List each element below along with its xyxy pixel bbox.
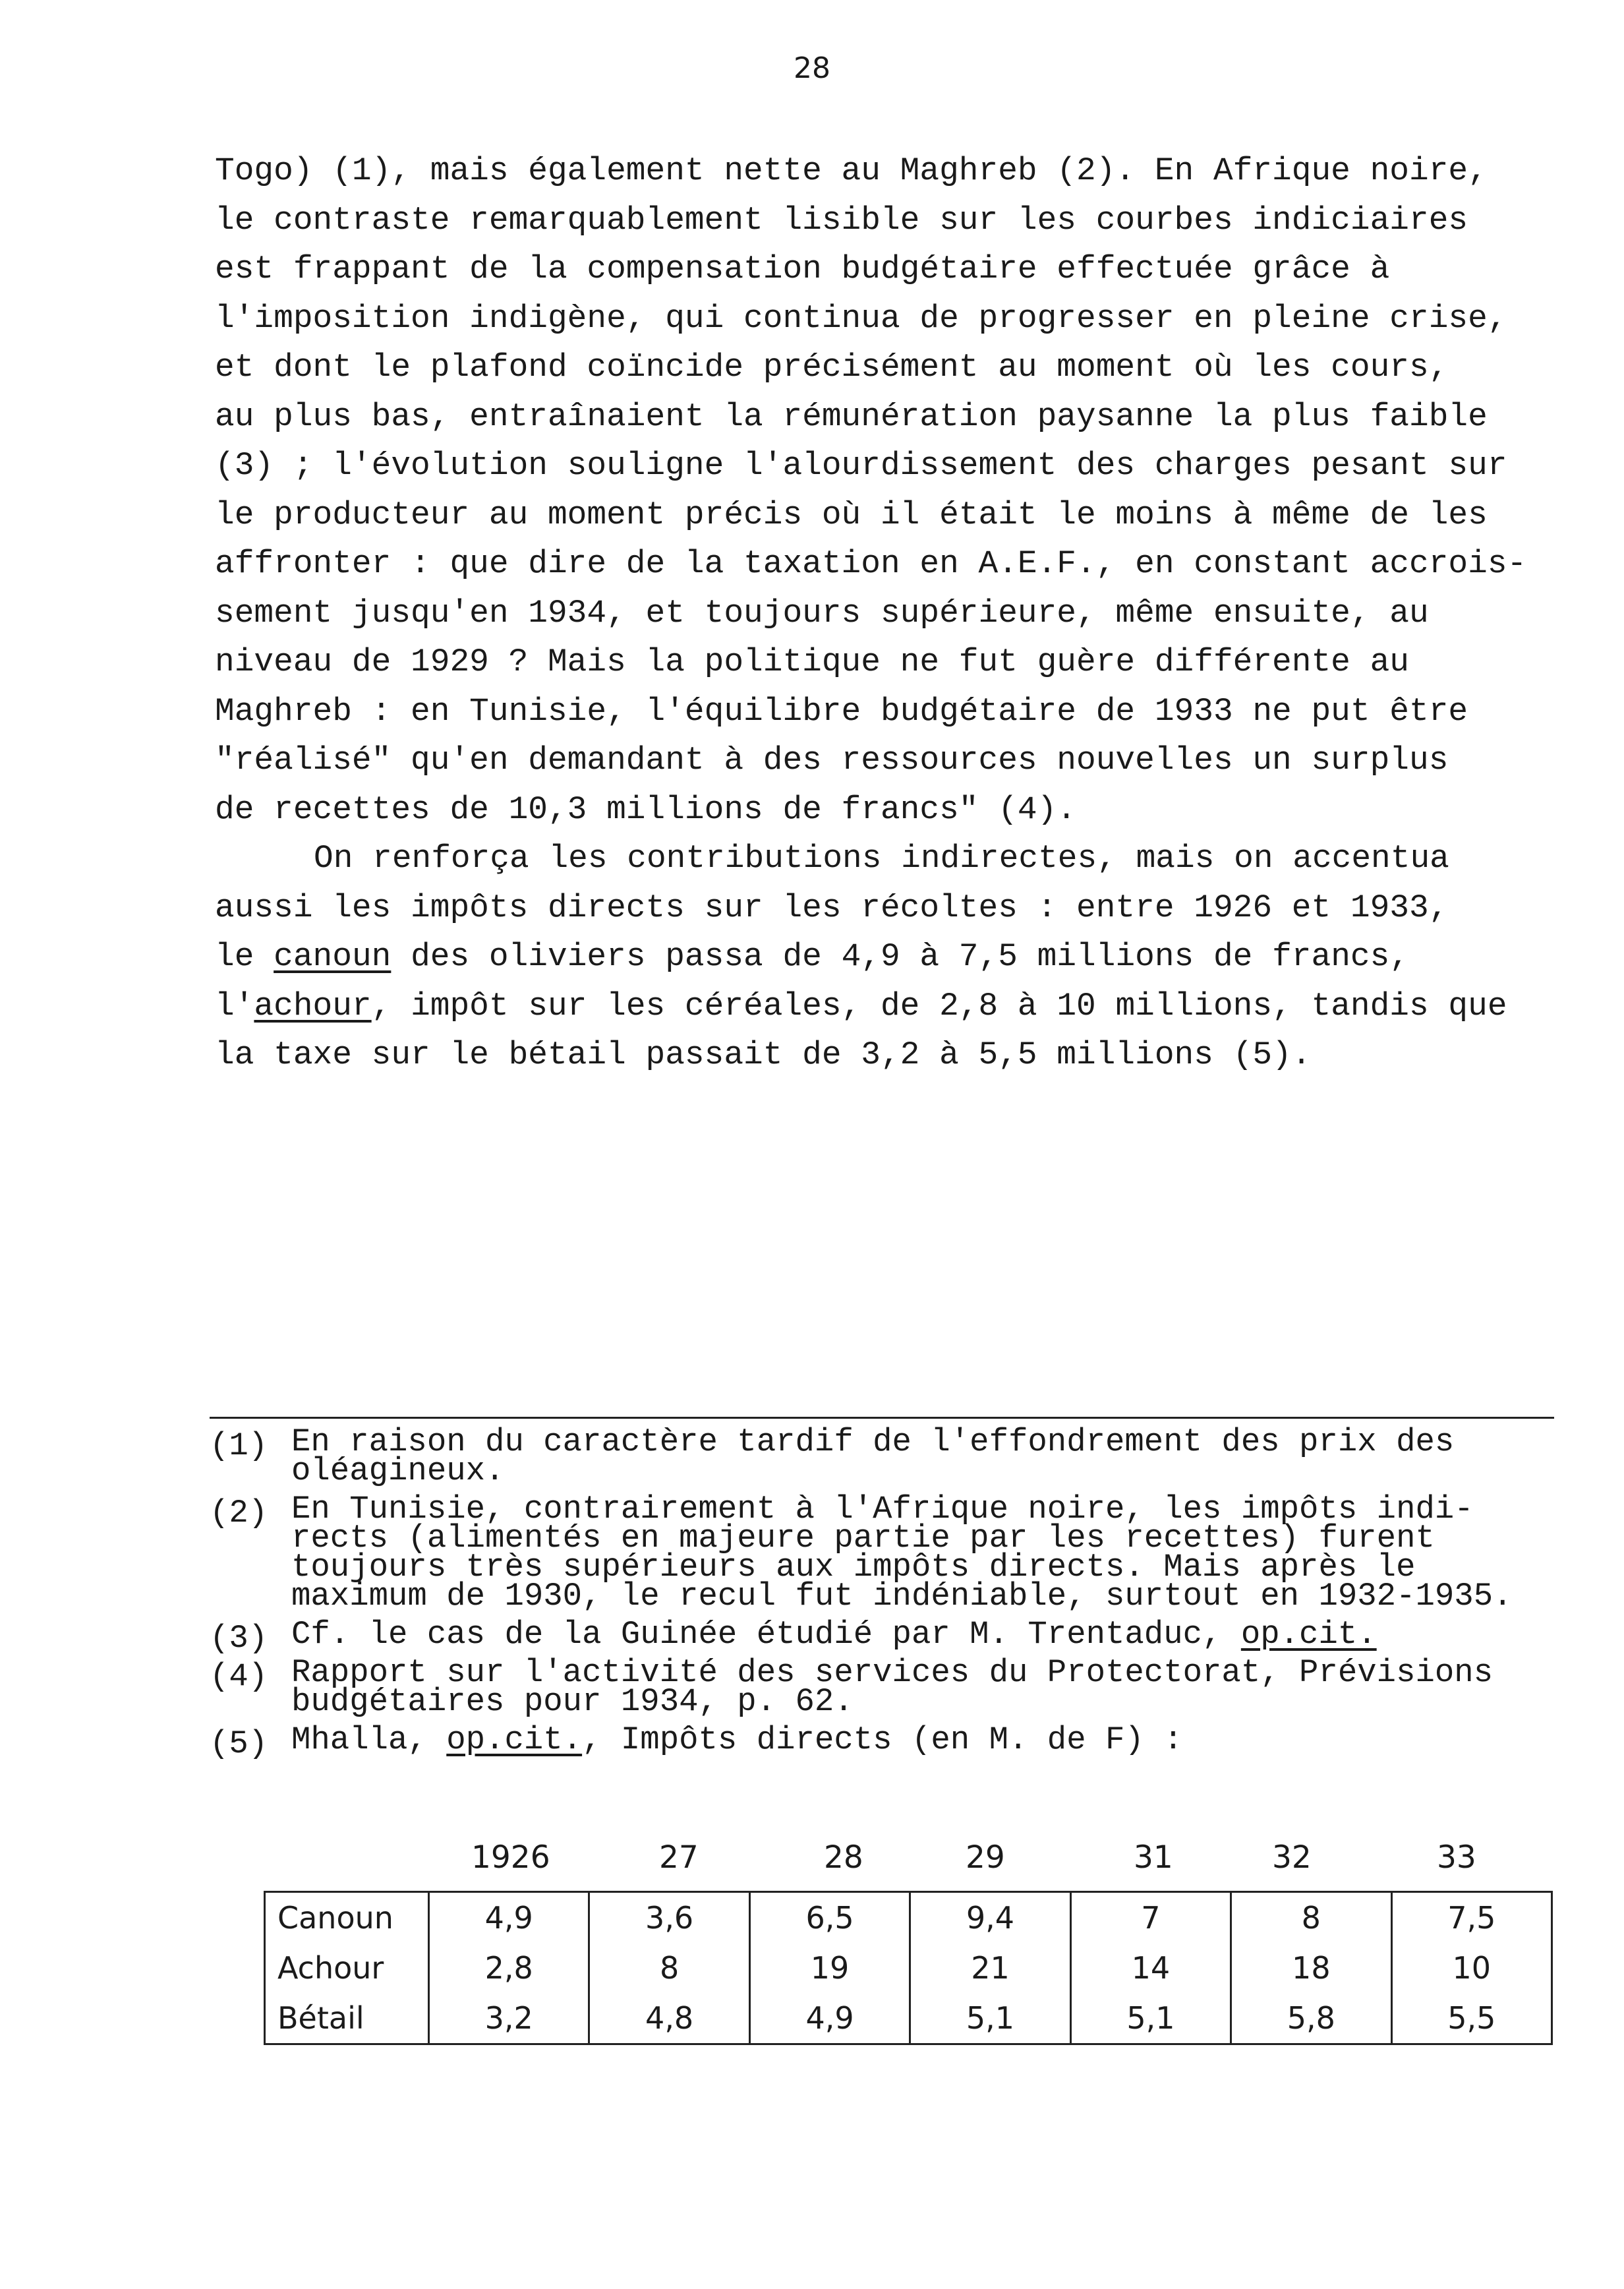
table-cell: 10: [1452, 1950, 1492, 1986]
year-label: 1926: [471, 1839, 550, 1876]
main-text: [215, 146, 1579, 1080]
table-cell: 3,6: [645, 1900, 694, 1936]
year-label: 28: [824, 1839, 863, 1876]
text-line: On renforça les contributions indirectes, mais on accentua: [314, 840, 1449, 877]
footnote-line: En raison du caractère tardif de l'effondrement des prix des: [291, 1423, 1455, 1460]
text-line: niveau de 1929 ? Mais la politique ne fut guère différente au: [215, 643, 1409, 680]
text-line: affronter : que dire de la taxation en A.E.F., en constant accrois-: [215, 545, 1527, 582]
text-line: aussi les impôts directs sur les récoltes : entre 1926 et 1933,: [215, 889, 1449, 926]
text-line: Togo) (1), mais également nette au Maghreb (2). En Afrique noire,: [215, 152, 1488, 189]
table-cell: 7,5: [1447, 1900, 1496, 1936]
footnote-line: [291, 1616, 1567, 1653]
table-cell: 14: [1131, 1950, 1171, 1986]
text-line: le producteur au moment précis où il était le moins à même de les: [215, 496, 1488, 533]
footnote-line: budgétaires pour 1934, p. 62.: [291, 1683, 854, 1720]
year-column-cell: [1070, 1892, 1231, 2044]
table-cell: 2,8: [484, 1950, 533, 1986]
table-cell: 8: [659, 1950, 680, 1986]
row-label: Canoun: [277, 1900, 393, 1936]
year-column-cell: [429, 1892, 589, 2044]
text-fragment: le: [215, 938, 274, 975]
text-fragment: Mhalla,: [291, 1721, 447, 1758]
footnote-number: (3): [210, 1620, 268, 1657]
text-line: la taxe sur le bétail passait de 3,2 à 5,5 millions (5).: [215, 1036, 1312, 1073]
table-cell: 5,5: [1447, 2000, 1496, 2036]
table-cell: 5,1: [966, 2000, 1015, 2036]
tax-table-block: [264, 1839, 1553, 2036]
footnotes: [210, 1423, 1567, 1764]
row-labels-cell: [265, 1892, 429, 2044]
year-label: 29: [966, 1839, 1005, 1876]
text-fragment: des oliviers passa de 4,9 à 7,5 millions de francs,: [391, 938, 1410, 975]
row-label: Bétail: [277, 2000, 364, 2036]
table-cell: 3,2: [484, 2000, 533, 2036]
footnote-line: toujours très supérieurs aux impôts directs. Mais après le: [291, 1549, 1416, 1586]
text-line: l'imposition indigène, qui continua de progresser en pleine crise,: [215, 299, 1507, 337]
table-cell: 4,9: [805, 2000, 854, 2036]
table-cell: 4,9: [484, 1900, 533, 1936]
op-cit-reference: op.cit.: [446, 1721, 583, 1758]
term-achour: achour: [254, 987, 372, 1025]
footnote-line: rects (alimentés en majeure partie par les recettes) furent: [291, 1520, 1435, 1557]
table-cell: 4,8: [645, 2000, 694, 2036]
footnote-3: [210, 1616, 1567, 1657]
text-fragment: , Impôts directs (en M. de F) :: [582, 1721, 1183, 1758]
footnote-line: Rapport sur l'activité des services du Protectorat, Prévisions: [291, 1654, 1494, 1691]
footnote-number: (4): [210, 1658, 268, 1695]
footnote-rule: [210, 1417, 1554, 1419]
text-line: de recettes de 10,3 millions de francs" (4).: [215, 790, 1077, 828]
footnote-4: [210, 1654, 1567, 1720]
text-fragment: l': [215, 987, 254, 1025]
year-column-cell: [589, 1892, 749, 2044]
text-line: (3) ; l'évolution souligne l'alourdissement des charges pesant sur: [215, 447, 1507, 484]
table-cell: 9,4: [966, 1900, 1015, 1936]
year-column-cell: [749, 1892, 910, 2044]
footnote-number: (1): [210, 1427, 268, 1464]
year-column-cell: [1391, 1892, 1552, 2044]
footnote-2: [210, 1491, 1567, 1615]
table-cell: 18: [1292, 1950, 1331, 1986]
op-cit-reference: op.cit.: [1240, 1616, 1377, 1653]
table-cell: 5,8: [1287, 2000, 1335, 2036]
text-line: "réalisé" qu'en demandant à des ressources nouvelles un surplus: [215, 742, 1449, 779]
row-label: Achour: [277, 1950, 384, 1986]
table-cell: 19: [810, 1950, 850, 1986]
table-cell: 8: [1301, 1900, 1321, 1936]
footnote-number: (2): [210, 1495, 268, 1531]
table-cell: 5,1: [1126, 2000, 1175, 2036]
year-label: 33: [1437, 1839, 1476, 1876]
text-line: [215, 932, 1579, 982]
year-column-cell: [910, 1892, 1070, 2044]
text-line: au plus bas, entraînaient la rémunération paysanne la plus faible: [215, 398, 1488, 435]
table-cell: 6,5: [805, 1900, 854, 1936]
year-header-row: [264, 1839, 1553, 1886]
footnote-5: [210, 1721, 1567, 1762]
footnote-line: maximum de 1930, le recul fut indéniable, surtout en 1932-1935.: [291, 1578, 1513, 1615]
year-column-cell: [1231, 1892, 1391, 2044]
footnote-line: [291, 1721, 1567, 1758]
year-label: 32: [1272, 1839, 1312, 1876]
footnote-number: (5): [210, 1725, 268, 1762]
term-canoun: canoun: [274, 938, 392, 975]
tax-table: [264, 1891, 1553, 2045]
table-cell: 7: [1141, 1900, 1161, 1936]
table-row: [265, 1892, 1552, 2044]
page-number: 28: [794, 51, 830, 85]
year-label: 27: [659, 1839, 699, 1876]
text-line: sement jusqu'en 1934, et toujours supérieure, même ensuite, au: [215, 594, 1429, 632]
table-cell: 21: [971, 1950, 1010, 1986]
year-label: 31: [1134, 1839, 1173, 1876]
text-line: le contraste remarquablement lisible sur les courbes indiciaires: [215, 201, 1468, 239]
footnote-line: oléagineux.: [291, 1452, 505, 1489]
footnote-1: [210, 1423, 1567, 1489]
text-line: [215, 982, 1579, 1031]
footnote-line: En Tunisie, contrairement à l'Afrique noire, les impôts indi-: [291, 1491, 1474, 1528]
text-fragment: , impôt sur les céréales, de 2,8 à 10 millions, tandis que: [371, 987, 1507, 1025]
text-line: et dont le plafond coïncide précisément au moment où les cours,: [215, 349, 1449, 386]
text-line: Maghreb : en Tunisie, l'équilibre budgétaire de 1933 ne put être: [215, 692, 1468, 730]
text-line: est frappant de la compensation budgétaire effectuée grâce à: [215, 251, 1390, 287]
text-fragment: Cf. le cas de la Guinée étudié par M. Trentaduc,: [291, 1616, 1241, 1653]
